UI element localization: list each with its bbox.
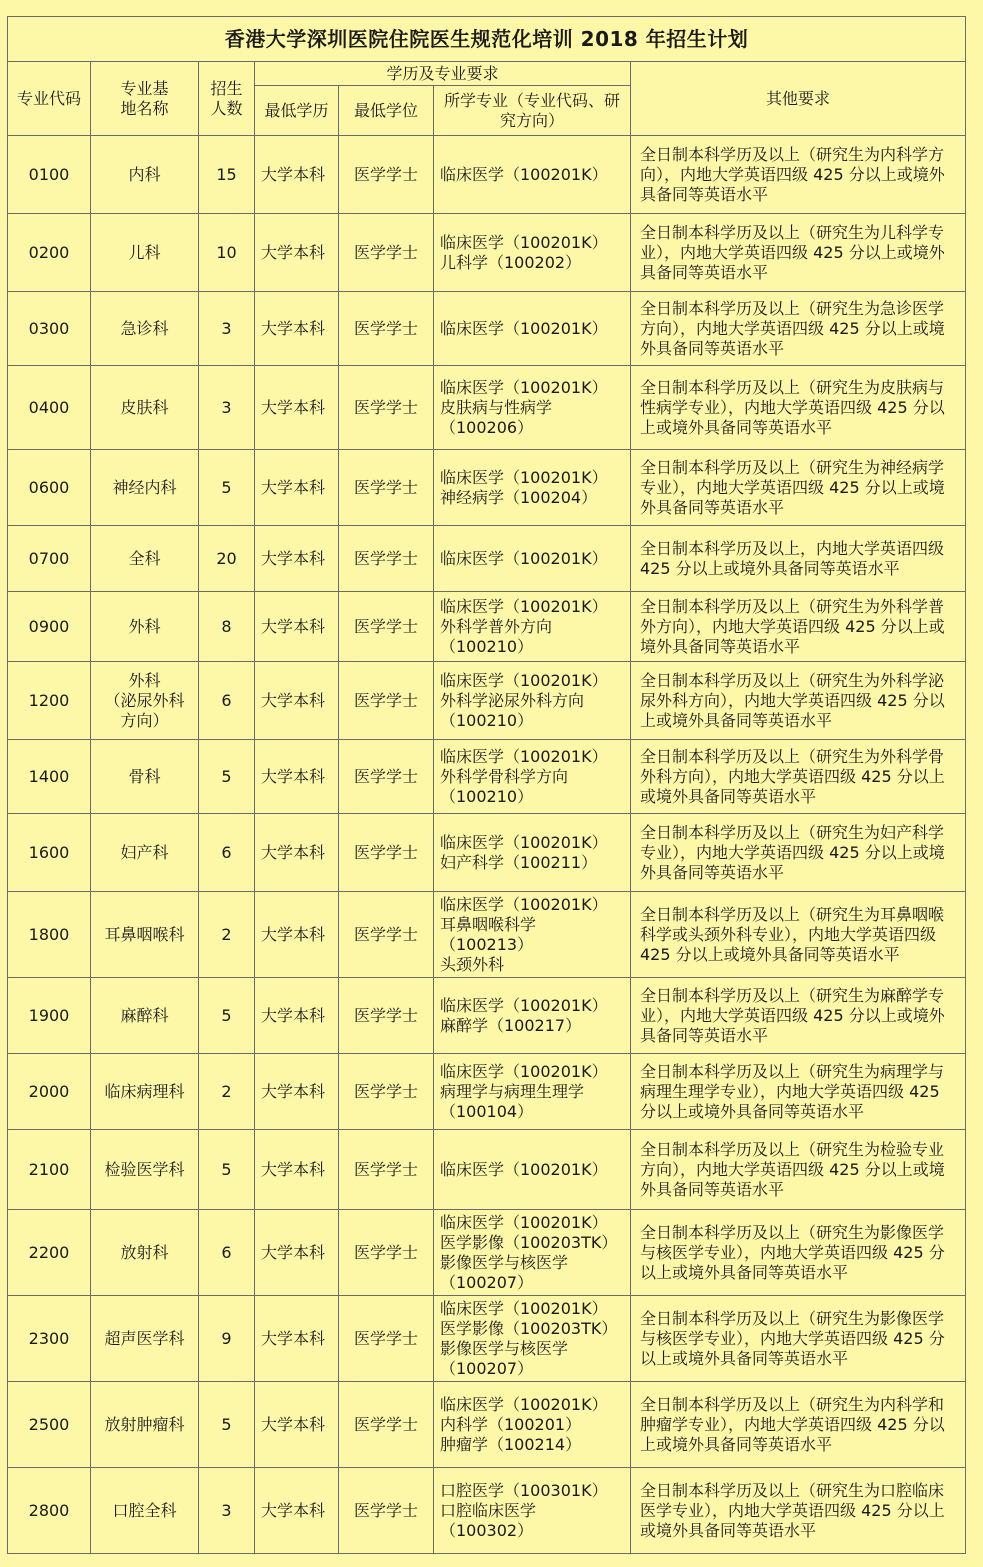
cell-min-degree: 医学学士: [339, 136, 434, 214]
cell-min-degree: 医学学士: [339, 1210, 434, 1296]
cell-count: 6: [199, 1210, 255, 1296]
cell-min-edu: 大学本科: [255, 450, 339, 526]
cell-major: 临床医学（100201K） 神经病学（100204）: [434, 450, 631, 526]
cell-major: 临床医学（100201K） 耳鼻咽喉科学 （100213） 头颈外科: [434, 892, 631, 978]
cell-base-name: 妇产科: [91, 814, 199, 892]
cell-other: 全日制本科学历及以上（研究生为内科学方向），内地大学英语四级 425 分以上或境外具备同等英语水平: [631, 136, 966, 214]
cell-major: 临床医学（100201K）: [434, 1130, 631, 1210]
header-major: 所学专业（专业代码、研究方向）: [434, 86, 631, 136]
cell-min-degree: 医学学士: [339, 292, 434, 366]
cell-min-degree: 医学学士: [339, 450, 434, 526]
cell-code: 0400: [8, 366, 91, 450]
cell-other: 全日制本科学历及以上（研究生为检验专业方向），内地大学英语四级 425 分以上或境外具备同等英语水平: [631, 1130, 966, 1210]
cell-major: 临床医学（100201K） 外科学泌尿外科方向 （100210）: [434, 662, 631, 740]
cell-min-degree: 医学学士: [339, 526, 434, 592]
cell-other: 全日制本科学历及以上（研究生为口腔临床医学专业），内地大学英语四级 425 分以上或境外具备同等英语水平: [631, 1468, 966, 1554]
cell-min-edu: 大学本科: [255, 1210, 339, 1296]
cell-major: 临床医学（100201K） 医学影像（100203TK） 影像医学与核医学 （100207）: [434, 1296, 631, 1382]
cell-min-degree: 医学学士: [339, 1130, 434, 1210]
cell-major: 临床医学（100201K） 麻醉学（100217）: [434, 978, 631, 1054]
cell-major: 临床医学（100201K） 外科学骨科学方向 （100210）: [434, 740, 631, 814]
cell-base-name: 内科: [91, 136, 199, 214]
cell-min-degree: 医学学士: [339, 1468, 434, 1554]
header-min-edu: 最低学历: [255, 86, 339, 136]
cell-code: 0700: [8, 526, 91, 592]
cell-code: 0300: [8, 292, 91, 366]
cell-code: 2100: [8, 1130, 91, 1210]
cell-other: 全日制本科学历及以上（研究生为耳鼻咽喉科学或头颈外科专业），内地大学英语四级 425 分以上或境外具备同等英语水平: [631, 892, 966, 978]
cell-count: 2: [199, 1054, 255, 1130]
cell-base-name: 放射科: [91, 1210, 199, 1296]
table-row: [8, 662, 966, 740]
cell-major: 临床医学（100201K）: [434, 136, 631, 214]
cell-min-degree: 医学学士: [339, 814, 434, 892]
cell-other: 全日制本科学历及以上，内地大学英语四级 425 分以上或境外具备同等英语水平: [631, 526, 966, 592]
table-row: [8, 1468, 966, 1554]
cell-min-edu: 大学本科: [255, 892, 339, 978]
table-row: [8, 740, 966, 814]
table-row: [8, 366, 966, 450]
table-row: [8, 1054, 966, 1130]
cell-other: 全日制本科学历及以上（研究生为神经病学专业），内地大学英语四级 425 分以上或境外具备同等英语水平: [631, 450, 966, 526]
header-other: 其他要求: [631, 62, 966, 136]
cell-base-name: 耳鼻咽喉科: [91, 892, 199, 978]
recruitment-table: [7, 16, 966, 1554]
cell-other: 全日制本科学历及以上（研究生为急诊医学方向），内地大学英语四级 425 分以上或境外具备同等英语水平: [631, 292, 966, 366]
cell-code: 2500: [8, 1382, 91, 1468]
cell-min-edu: 大学本科: [255, 740, 339, 814]
table-row: [8, 1296, 966, 1382]
cell-code: 2800: [8, 1468, 91, 1554]
cell-min-degree: 医学学士: [339, 592, 434, 662]
cell-code: 1200: [8, 662, 91, 740]
cell-code: 2200: [8, 1210, 91, 1296]
cell-other: 全日制本科学历及以上（研究生为皮肤病与性病学专业），内地大学英语四级 425 分以上或境外具备同等英语水平: [631, 366, 966, 450]
table-row: [8, 1210, 966, 1296]
document: [7, 16, 965, 1554]
table-title: 香港大学深圳医院住院医生规范化培训 2018 年招生计划: [8, 17, 966, 62]
cell-major: 临床医学（100201K） 儿科学（100202）: [434, 214, 631, 292]
cell-min-degree: 医学学士: [339, 1054, 434, 1130]
cell-count: 5: [199, 1382, 255, 1468]
cell-base-name: 儿科: [91, 214, 199, 292]
cell-min-degree: 医学学士: [339, 662, 434, 740]
cell-major: 临床医学（100201K）: [434, 292, 631, 366]
cell-min-edu: 大学本科: [255, 366, 339, 450]
cell-min-edu: 大学本科: [255, 1296, 339, 1382]
cell-code: 0900: [8, 592, 91, 662]
header-code: 专业代码: [8, 62, 91, 136]
cell-min-edu: 大学本科: [255, 1468, 339, 1554]
cell-code: 0100: [8, 136, 91, 214]
header-min-degree: 最低学位: [339, 86, 434, 136]
cell-count: 8: [199, 592, 255, 662]
table-row: [8, 526, 966, 592]
cell-other: 全日制本科学历及以上（研究生为麻醉学专业），内地大学英语四级 425 分以上或境外具备同等英语水平: [631, 978, 966, 1054]
cell-count: 5: [199, 740, 255, 814]
cell-base-name: 外科 （泌尿外科 方向）: [91, 662, 199, 740]
cell-code: 1600: [8, 814, 91, 892]
cell-other: 全日制本科学历及以上（研究生为内科学和肿瘤学专业），内地大学英语四级 425 分以上或境外具备同等英语水平: [631, 1382, 966, 1468]
cell-min-edu: 大学本科: [255, 1130, 339, 1210]
cell-base-name: 骨科: [91, 740, 199, 814]
cell-base-name: 放射肿瘤科: [91, 1382, 199, 1468]
table-row: [8, 892, 966, 978]
cell-major: 临床医学（100201K） 外科学普外方向 （100210）: [434, 592, 631, 662]
cell-min-degree: 医学学士: [339, 892, 434, 978]
cell-other: 全日制本科学历及以上（研究生为影像医学与核医学专业），内地大学英语四级 425 分以上或境外具备同等英语水平: [631, 1296, 966, 1382]
cell-major: 口腔医学（100301K） 口腔临床医学 （100302）: [434, 1468, 631, 1554]
cell-count: 3: [199, 366, 255, 450]
cell-base-name: 外科: [91, 592, 199, 662]
cell-base-name: 皮肤科: [91, 366, 199, 450]
cell-base-name: 急诊科: [91, 292, 199, 366]
cell-major: 临床医学（100201K） 皮肤病与性病学 （100206）: [434, 366, 631, 450]
table-row: [8, 450, 966, 526]
cell-major: 临床医学（100201K） 病理学与病理生理学 （100104）: [434, 1054, 631, 1130]
header-edu-group: 学历及专业要求: [255, 62, 631, 86]
table-row: [8, 214, 966, 292]
cell-code: 0200: [8, 214, 91, 292]
table-row: [8, 136, 966, 214]
table-row: [8, 1382, 966, 1468]
cell-min-degree: 医学学士: [339, 366, 434, 450]
cell-min-edu: 大学本科: [255, 214, 339, 292]
cell-min-degree: 医学学士: [339, 1382, 434, 1468]
cell-min-degree: 医学学士: [339, 214, 434, 292]
cell-code: 2000: [8, 1054, 91, 1130]
cell-base-name: 口腔全科: [91, 1468, 199, 1554]
cell-min-degree: 医学学士: [339, 1296, 434, 1382]
cell-count: 9: [199, 1296, 255, 1382]
header-count: 招生人数: [199, 62, 255, 136]
cell-count: 3: [199, 1468, 255, 1554]
cell-min-edu: 大学本科: [255, 1054, 339, 1130]
cell-count: 20: [199, 526, 255, 592]
cell-base-name: 麻醉科: [91, 978, 199, 1054]
cell-min-edu: 大学本科: [255, 662, 339, 740]
cell-major: 临床医学（100201K） 妇产科学（100211）: [434, 814, 631, 892]
cell-count: 15: [199, 136, 255, 214]
cell-base-name: 全科: [91, 526, 199, 592]
cell-count: 6: [199, 662, 255, 740]
header-base-name: 专业基地名称: [91, 62, 199, 136]
cell-min-degree: 医学学士: [339, 740, 434, 814]
cell-other: 全日制本科学历及以上（研究生为儿科学专业），内地大学英语四级 425 分以上或境外具备同等英语水平: [631, 214, 966, 292]
cell-min-edu: 大学本科: [255, 136, 339, 214]
cell-other: 全日制本科学历及以上（研究生为影像医学与核医学专业），内地大学英语四级 425 分以上或境外具备同等英语水平: [631, 1210, 966, 1296]
cell-count: 5: [199, 450, 255, 526]
cell-code: 1800: [8, 892, 91, 978]
cell-count: 10: [199, 214, 255, 292]
cell-other: 全日制本科学历及以上（研究生为病理学与病理生理学专业），内地大学英语四级 425 分以上或境外具备同等英语水平: [631, 1054, 966, 1130]
cell-other: 全日制本科学历及以上（研究生为外科学泌尿外科方向），内地大学英语四级 425 分以上或境外具备同等英语水平: [631, 662, 966, 740]
table-row: [8, 592, 966, 662]
table-row: [8, 1130, 966, 1210]
cell-min-edu: 大学本科: [255, 592, 339, 662]
cell-min-edu: 大学本科: [255, 1382, 339, 1468]
cell-min-edu: 大学本科: [255, 978, 339, 1054]
table-row: [8, 292, 966, 366]
table-row: [8, 978, 966, 1054]
cell-count: 5: [199, 978, 255, 1054]
cell-base-name: 检验医学科: [91, 1130, 199, 1210]
cell-other: 全日制本科学历及以上（研究生为外科学普外方向），内地大学英语四级 425 分以上或境外具备同等英语水平: [631, 592, 966, 662]
cell-other: 全日制本科学历及以上（研究生为妇产科学专业），内地大学英语四级 425 分以上或境外具备同等英语水平: [631, 814, 966, 892]
cell-min-edu: 大学本科: [255, 526, 339, 592]
cell-min-degree: 医学学士: [339, 978, 434, 1054]
cell-base-name: 超声医学科: [91, 1296, 199, 1382]
cell-major: 临床医学（100201K） 医学影像（100203TK） 影像医学与核医学 （100207）: [434, 1210, 631, 1296]
cell-other: 全日制本科学历及以上（研究生为外科学骨外科方向），内地大学英语四级 425 分以上或境外具备同等英语水平: [631, 740, 966, 814]
cell-code: 0600: [8, 450, 91, 526]
cell-code: 1400: [8, 740, 91, 814]
cell-base-name: 神经内科: [91, 450, 199, 526]
cell-code: 2300: [8, 1296, 91, 1382]
cell-count: 2: [199, 892, 255, 978]
cell-count: 5: [199, 1130, 255, 1210]
cell-min-edu: 大学本科: [255, 292, 339, 366]
cell-base-name: 临床病理科: [91, 1054, 199, 1130]
cell-min-edu: 大学本科: [255, 814, 339, 892]
cell-count: 3: [199, 292, 255, 366]
cell-major: 临床医学（100201K）: [434, 526, 631, 592]
cell-count: 6: [199, 814, 255, 892]
cell-code: 1900: [8, 978, 91, 1054]
cell-major: 临床医学（100201K） 内科学（100201） 肿瘤学（100214）: [434, 1382, 631, 1468]
table-row: [8, 814, 966, 892]
